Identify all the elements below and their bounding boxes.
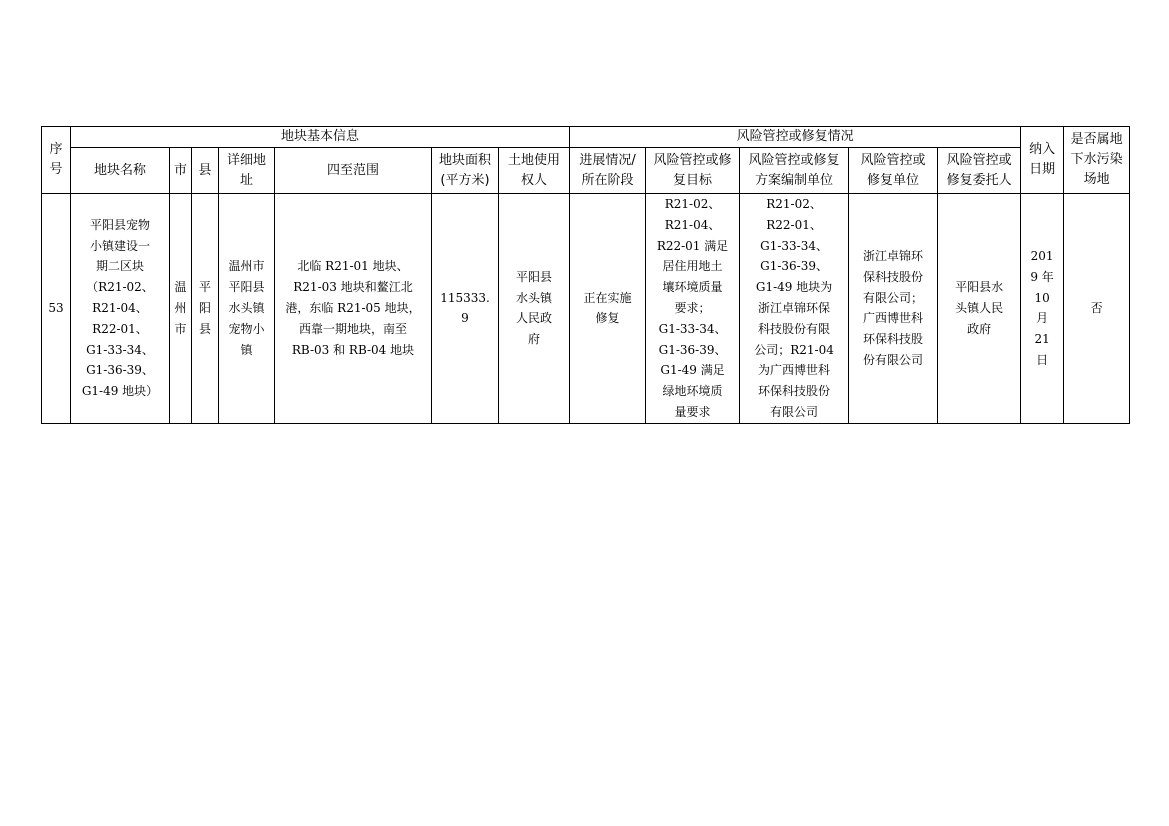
header-repair-unit: 风险管控或 修复单位 bbox=[849, 148, 938, 194]
cell-county: 平 阳 县 bbox=[192, 194, 219, 424]
header-city: 市 bbox=[170, 148, 192, 194]
header-include-date: 纳入 日期 bbox=[1021, 127, 1064, 194]
header-boundary: 四至范围 bbox=[275, 148, 432, 194]
cell-address: 温州市 平阳县 水头镇 宠物小 镇 bbox=[219, 194, 275, 424]
table-row bbox=[42, 194, 1130, 424]
cell-land-user: 平阳县 水头镇 人民政 府 bbox=[499, 194, 570, 424]
header-seq: 序 号 bbox=[42, 127, 71, 194]
header-land-user: 土地使用 权人 bbox=[499, 148, 570, 194]
cell-repair-unit: 浙江卓锦环 保科技股份 有限公司； 广西博世科 环保科技股 份有限公司 bbox=[849, 194, 938, 424]
cell-seq: 53 bbox=[42, 194, 71, 424]
header-groundwater: 是否属地 下水污染 场地 bbox=[1064, 127, 1130, 194]
cell-plot-name: 平阳县宠物 小镇建设一 期二区块 （R21-02、 R21-04、 R22-01、 G1-33-34、 G1-36-39、 G1-49 地块） bbox=[71, 194, 170, 424]
header-address: 详细地 址 bbox=[219, 148, 275, 194]
cell-groundwater: 否 bbox=[1064, 194, 1130, 424]
cell-progress: 正在实施 修复 bbox=[570, 194, 646, 424]
header-group-basic-info: 地块基本信息 bbox=[71, 127, 570, 148]
header-row-2 bbox=[42, 148, 1130, 194]
header-client: 风险管控或 修复委托人 bbox=[938, 148, 1021, 194]
header-row-1 bbox=[42, 127, 1130, 148]
cell-area: 115333. 9 bbox=[432, 194, 499, 424]
header-group-risk-control: 风险管控或修复情况 bbox=[570, 127, 1021, 148]
cell-target: R21-02、 R21-04、 R22-01 满足 居住用地土 壤环境质量 要求； G1-33-34、 G1-36-39、 G1-49 满足 绿地环境质 量要求 bbox=[646, 194, 740, 424]
header-area: 地块面积 (平方米) bbox=[432, 148, 499, 194]
header-progress: 进展情况/ 所在阶段 bbox=[570, 148, 646, 194]
header-plot-name: 地块名称 bbox=[71, 148, 170, 194]
header-county: 县 bbox=[192, 148, 219, 194]
cell-boundary: 北临 R21-01 地块、 R21-03 地块和鳌江北 港，东临 R21-05 地块， 西靠一期地块，南至 RB-03 和 RB-04 地块 bbox=[275, 194, 432, 424]
cell-plan-unit: R21-02、 R22-01、 G1-33-34、 G1-36-39、 G1-49 地块为 浙江卓锦环保 科技股份有限 公司；R21-04 为广西博世科 环保科技股份 有限公司 bbox=[740, 194, 849, 424]
cell-include-date: 201 9 年 10 月 21 日 bbox=[1021, 194, 1064, 424]
cell-city: 温 州 市 bbox=[170, 194, 192, 424]
cell-client: 平阳县水 头镇人民 政府 bbox=[938, 194, 1021, 424]
contaminated-site-table bbox=[41, 126, 1130, 424]
header-plan-unit: 风险管控或修复 方案编制单位 bbox=[740, 148, 849, 194]
header-target: 风险管控或修 复目标 bbox=[646, 148, 740, 194]
